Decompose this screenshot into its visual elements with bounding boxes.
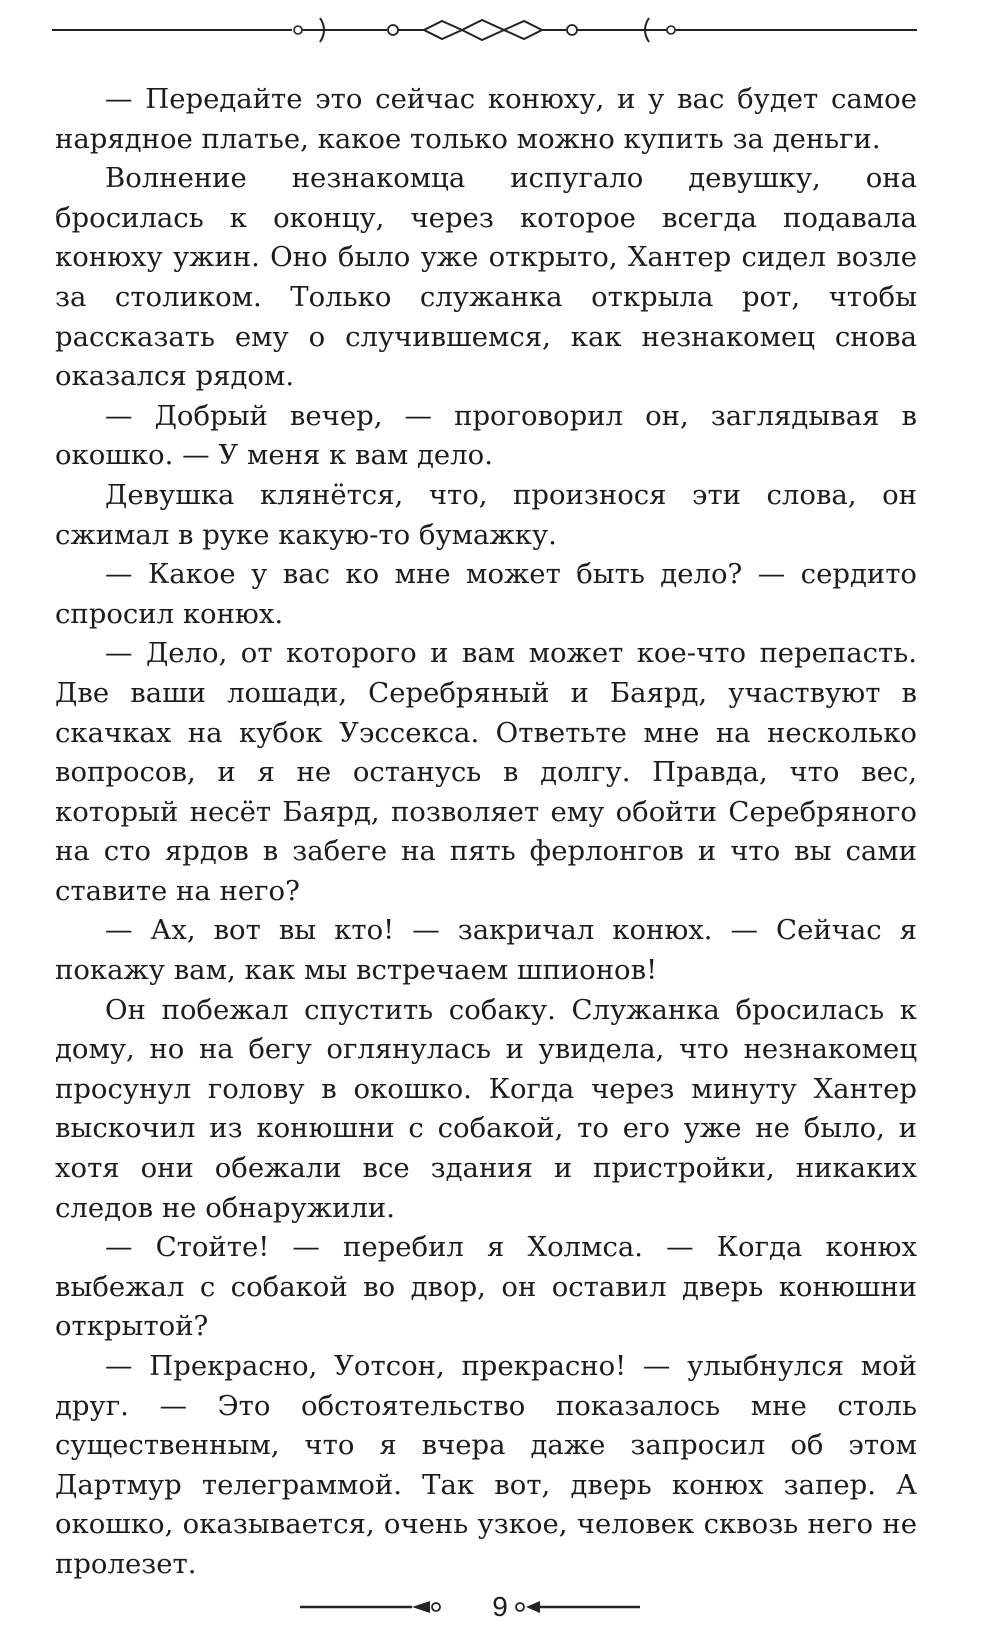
paragraph: Девушка клянётся, что, произнося эти слова, он сжимал в руке какую-то бумажку. <box>55 478 917 551</box>
paragraph: Он побежал спустить собаку. Служанка бросилась к дому, но на бегу оглянулась и увидела, что незнакомец просунул голову в окошко. Когда через минуту Хантер выскочил из конюшни с собакой, то его уже не было, и хотя они обежали все здания и пристройки, никаких следов не обнаружили. <box>55 993 917 1224</box>
page-footer <box>0 1585 1000 1635</box>
paragraph: — Какое у вас ко мне может быть дело? — сердито спросил конюх. <box>55 558 917 630</box>
paragraph: — Стойте! — перебил я Холмса. — Когда конюх выбежал с собакой во двор, он оставил дверь конюшни открытой? <box>55 1231 917 1343</box>
paragraph: — Передайте это сейчас конюху, и у вас будет самое нарядное платье, какое только можно купить за деньги. <box>55 83 917 155</box>
paragraph: — Ах, вот вы кто! — закричал конюх. — Сейчас я покажу вам, как мы встречаем шпионов! <box>55 914 917 987</box>
paragraph: — Добрый вечер, — проговорил он, заглядывая в окошко. — У меня к вам дело. <box>55 399 917 472</box>
page-number: 9 <box>492 1591 508 1622</box>
top-ornament-divider <box>52 10 917 50</box>
paragraph: — Прекрасно, Уотсон, прекрасно! — улыбнулся мой друг. — Это обстоятельство показалось мне столь существенным, что я вчера даже запросил об этом Дартмур телеграммой. Так вот, дверь конюх запер. А окошко, оказывается, очень узкое, человек сквозь него не пролезет. <box>55 1350 917 1580</box>
paragraph: — Дело, от которого и вам может кое-что перепасть. Две ваши лошади, Серебряный и Баярд, участвуют в скачках на кубок Уэссекса. Ответьте мне на несколько вопросов, и я не останусь в долгу. Правда, что вес, который несёт Баярд, позволяет ему обойти Серебряного на сто ярдов в забеге на пять ферлонгов и что вы сами ставите на него? <box>55 637 917 907</box>
paragraph: Волнение незнакомца испугало девушку, она бросилась к оконцу, через которое всегда подавала конюху ужин. Оно было уже открыто, Хантер сидел возле за столиком. Только служанка открыла рот, чтобы рассказать ему о случившемся, как незнакомец снова оказался рядом. <box>55 162 917 393</box>
page-body-text <box>55 80 917 1585</box>
